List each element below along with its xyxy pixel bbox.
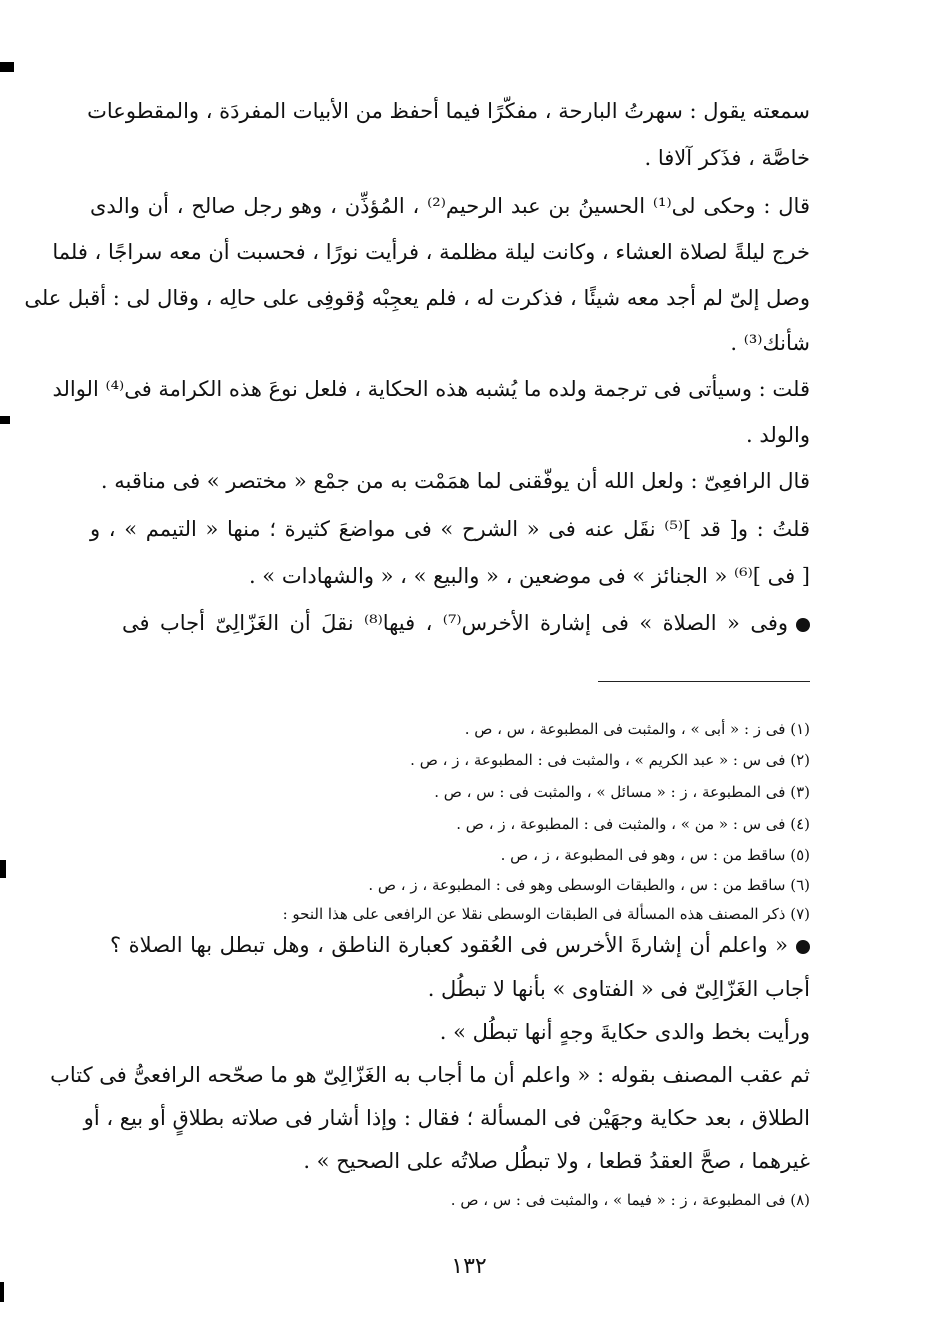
footnote: (٥) ساقط من : س ، وهو فى المطبوعة ، ز ، ص . [500, 846, 810, 864]
footnote: (٧) ذكر المصنف هذه المسألة فى الطبقات الوسطى نقلا عن الرافعى على هذا النحو : [282, 905, 810, 923]
quote-line: ثم عقب المصنف بقوله : « واعلم أن ما أجاب به الغَزّالِىّ هو ما صحّحه الرافعىُّ فى كتاب [50, 1063, 810, 1087]
page-number [0, 1254, 938, 1279]
bullet-icon [796, 940, 810, 954]
body-line: قال الرافعِىّ : ولعل الله أن يوفّقنى لما همَمْت به من جمْع « مختصر » فى مناقبه . [100, 469, 810, 493]
body-line: وصل إلىّ لم أجد معه شيئًا ، فذكرت له ، فلم يعجِبْه وُقوفِى على حالِه ، وقال لى : أقبل على [24, 286, 810, 310]
footnote: (٢) فى س : « عبد الكريم » ، والمثبت فى : المطبوعة ، ز ، ص . [410, 751, 810, 769]
footnote: (٤) فى س : « من » ، والمثبت فى : المطبوعة ، ز ، ص . [456, 815, 810, 833]
footnote: (٦) ساقط من : س ، والطبقات الوسطى وهو فى : المطبوعة ، ز ، ص . [368, 876, 810, 894]
body-line [122, 604, 810, 644]
body-line: قلتُ : و[ قد ]⁽⁵⁾ نقَل عنه فى « الشرح » فى مواضعَ كثيرة ؛ منها « التيمم » ، و [90, 517, 810, 541]
body-line: والولد . [746, 423, 810, 447]
body-line: [ فى ]⁽⁶⁾ « الجنائز » فى موضعين ، « والبيع » ، « والشهادات » . [248, 564, 810, 588]
body-line: سمعته يقول : سهرتُ البارحة ، مفكّرًا فيما أحفظ من الأبيات المفردَة ، والمقطوعات [87, 99, 810, 123]
body-line: خاصَّة ، فذَكر آلافا . [644, 146, 810, 170]
body-line: خرج ليلةً لصلاة العشاء ، وكانت ليلة مظلمة ، فرأيت نورًا ، فحسبت أن معه سراجًا ، فلما [52, 240, 810, 264]
quote-line [110, 926, 810, 966]
quote-line-text: « واعلم أن إشارةَ الأخرس فى العُقود كعبارة الناطق ، وهل تبطل بها الصلاة ؟ [110, 933, 788, 957]
scan-mark [0, 860, 6, 878]
quote-line: غيرهما ، صحَّ العقدُ قطعا ، ولا تبطُل صلاتُه على الصحيح » . [303, 1149, 810, 1173]
footnote-separator [598, 681, 810, 682]
bullet-icon [796, 618, 810, 632]
scan-mark [0, 416, 10, 424]
body-line: شأنك⁽³⁾ . [730, 331, 810, 355]
footnote: (٣) فى المطبوعة ، ز : « مسائل » ، والمثبت فى : س ، ص . [434, 783, 810, 801]
footnote: (٨) فى المطبوعة ، ز : « فيما » ، والمثبت فى : س ، ص . [450, 1191, 810, 1209]
body-line-text: وفى « الصلاة » فى إشارة الأخرس⁽⁷⁾ ، فيها⁽⁸⁾ نقلَ أن الغَزّالِىّ أجاب فى [122, 611, 788, 635]
quote-line: أجاب الغَزّالِىّ فى « الفتاوى » بأنها لا تبطُل . [427, 977, 810, 1001]
body-line: قال : وحكى لى⁽¹⁾ الحسينُ بن عبد الرحيم⁽²⁾ ، المُؤذِّن ، وهو رجل صالح ، أن والدى [90, 194, 810, 218]
scan-mark [0, 62, 14, 72]
quote-line: الطلاق ، بعد حكاية وجهَيْن فى المسألة ؛ فقال : وإذا أشار فى صلاته بطلاقٍ أو بيع ، أو [83, 1106, 810, 1130]
footnote: (١) فى ز : « أبى » ، والمثبت فى المطبوعة ، س ، ص . [464, 720, 810, 738]
body-line: قلت : وسيأتى فى ترجمة ولده ما يُشبه هذه الحكاية ، فلعل نوعَ هذه الكرامة فى⁽⁴⁾ الوالد [52, 377, 810, 401]
page-number-text: ١٣٢ [451, 1254, 487, 1279]
scan-mark [0, 1282, 4, 1302]
quote-line: ورأيت بخط والدى حكايةَ وجهٍ أنها تبطُل » . [439, 1020, 810, 1044]
